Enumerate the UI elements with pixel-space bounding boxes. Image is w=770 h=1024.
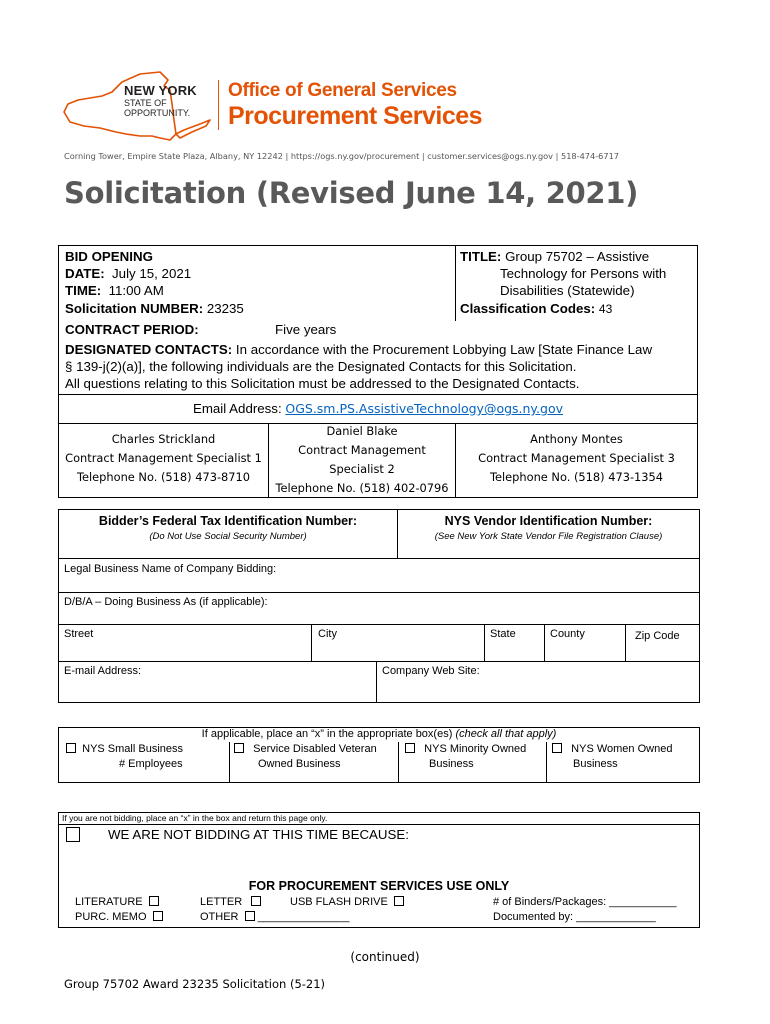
contact-title: Contract Management Specialist 3 [478,451,675,465]
state-label: State [490,628,516,640]
option-label-line-2: Business [429,758,474,770]
certification-instruction-text: If applicable, place an “x” in the appropriate box(es) [201,728,453,740]
designated-contacts-label: DESIGNATED CONTACTS: [65,342,233,357]
title-line-3: Disabilities (Statewide) [500,283,635,298]
title-line-2: Technology for Persons with [500,266,667,281]
letter-item [200,896,261,908]
continued-note: (continued) [350,950,420,964]
email-link[interactable]: OGS.sm.PS.AssistiveTechnology@ogs.ny.gov [285,401,564,416]
contact-phone: Telephone No. (518) 473-1354 [489,470,664,484]
purc-memo-checkbox[interactable] [153,911,163,921]
binders-packages: # of Binders/Packages: ___________ [493,896,677,908]
solicitation-label: Solicitation NUMBER: [65,301,204,316]
small-business-checkbox[interactable] [66,743,76,753]
contact-card-3 [456,430,697,487]
contract-period-value: Five years [275,322,337,337]
city-label: City [318,628,337,640]
minority-owned-checkbox[interactable] [405,743,415,753]
box-divider [229,742,230,783]
solicitation-value: 23235 [206,301,244,316]
document-title: Solicitation (Revised June 14, 2021) [64,176,639,210]
option-small-business [66,743,183,755]
logo-divider [218,80,219,130]
contact-name: Daniel Blake [326,424,398,438]
date-label: DATE: [65,266,105,281]
office-use-heading: FOR PROCUREMENT SERVICES USE ONLY [248,879,510,893]
women-owned-checkbox[interactable] [552,743,562,753]
contact-phone: Telephone No. (518) 402-0796 [275,481,449,495]
contact-title: Contract Management Specialist 1 [65,451,262,465]
title-line-1: Group 75702 – Assistive [505,249,650,264]
contact-card-1 [59,430,268,487]
option-label: NYS Small Business [82,743,183,755]
contact-card-2 [269,422,455,498]
purc-memo-item [75,911,163,923]
company-website-label: Company Web Site: [382,665,480,677]
bid-opening-box [58,245,698,498]
literature-checkbox[interactable] [149,896,159,906]
option-label-line-2: Business [573,758,618,770]
box-divider [546,742,547,783]
email-address-label: E-mail Address: [64,665,142,677]
address-line: Corning Tower, Empire State Plaza, Albany, NY 12242 | https://ogs.ny.gov/procurement | customer.services@ogs.ny.gov | 518-474-6717 [64,151,619,161]
page-footer: Group 75702 Award 23235 Solicitation (5-21) [64,977,326,991]
ny-logo-title: NEW YORK [124,83,197,98]
box-divider [59,661,699,662]
vendor-id-note: (See New York State Vendor File Registration Clause) [434,531,663,542]
box-divider [455,246,456,321]
box-divider [59,558,699,559]
designated-contacts-text [65,341,695,358]
other-item [200,911,349,923]
not-bidding-checkbox[interactable] [66,827,80,842]
not-bidding-box [58,812,700,928]
ny-logo-subtitle-2: OPPORTUNITY. [124,108,191,118]
box-divider [59,824,699,825]
contact-name: Anthony Montes [530,432,623,446]
documented-by: Documented by: _____________ [493,911,656,923]
certification-instruction-italic: (check all that apply) [455,728,557,740]
division-name: Procurement Services [228,102,483,130]
zip-code-label: Zip Code [635,630,680,642]
not-bidding-statement: WE ARE NOT BIDDING AT THIS TIME BECAUSE: [108,827,409,842]
classification-value: 43 [598,302,613,316]
street-label: Street [64,628,94,640]
veteran-owned-checkbox[interactable] [234,743,244,753]
option-women-owned [552,743,672,755]
email-address-row [59,400,697,417]
letter-checkbox[interactable] [251,896,261,906]
dba-label: D/B/A – Doing Business As (if applicable): [64,596,268,608]
option-label-line-2: Owned Business [258,758,341,770]
email-label: Email Address: [192,401,282,416]
contact-title: Specialist 2 [329,462,395,476]
contact-title: Contract Management [298,443,426,457]
box-divider [311,624,312,661]
contract-period-label: CONTRACT PERIOD: [65,322,199,337]
literature-label: LITERATURE [75,896,143,908]
option-label-line-2: # Employees [119,758,183,770]
solicitation-number [65,300,244,317]
option-label: NYS Minority Owned [424,743,527,755]
vendor-id-label: NYS Vendor Identification Number: [444,514,653,528]
title-label: TITLE: [460,249,502,264]
time-value: 11:00 AM [108,283,164,298]
box-divider [376,661,377,703]
box-divider [59,592,699,593]
bidder-information-box [58,509,700,703]
designated-contacts-line-3: All questions relating to this Solicitation must be addressed to the Designated Contacts. [65,376,580,391]
federal-tax-id-note: (Do Not Use Social Security Number) [149,531,307,542]
classification-label: Classification Codes: [460,301,596,316]
bid-title [460,248,649,265]
bid-date [65,265,191,282]
time-label: TIME: [65,283,102,298]
office-name: Office of General Services [228,80,457,101]
box-divider [398,742,399,783]
date-value: July 15, 2021 [112,266,192,281]
designated-contacts-line-2: § 139-j(2)(a)], the following individuals are the Designated Contacts for this Solicitation. [65,359,577,374]
other-blank: _______________ [257,911,350,923]
not-bidding-instruction: If you are not bidding, place an “x” in the box and return this page only. [62,813,328,823]
classification-codes [460,300,612,318]
certification-instruction [59,728,699,740]
letter-label: LETTER [200,896,243,908]
business-certification-box [58,727,700,783]
usb-label: USB FLASH DRIVE [290,896,388,908]
designated-contacts-line-1: In accordance with the Procurement Lobbying Law [State Finance Law [235,342,653,357]
option-veteran-owned [234,743,377,755]
box-divider [544,624,545,661]
other-label: OTHER [200,911,239,923]
usb-item [290,896,404,908]
federal-tax-id-label: Bidder’s Federal Tax Identification Number: [98,514,358,528]
usb-checkbox[interactable] [394,896,404,906]
box-divider [484,624,485,661]
box-divider [625,624,626,661]
other-checkbox[interactable] [245,911,255,921]
purc-memo-label: PURC. MEMO [75,911,147,923]
option-label: Service Disabled Veteran [253,743,377,755]
county-label: County [550,628,585,640]
contact-phone: Telephone No. (518) 473-8710 [76,470,251,484]
option-label: NYS Women Owned [571,743,673,755]
box-divider [59,624,699,625]
box-divider [59,394,697,395]
contact-name: Charles Strickland [111,432,216,446]
ny-logo-subtitle-1: STATE OF [124,98,167,108]
bid-time [65,282,164,299]
legal-business-name-label: Legal Business Name of Company Bidding: [64,563,277,575]
bid-opening-heading: BID OPENING [65,249,153,264]
option-minority-owned [405,743,526,755]
literature-item [75,896,159,908]
